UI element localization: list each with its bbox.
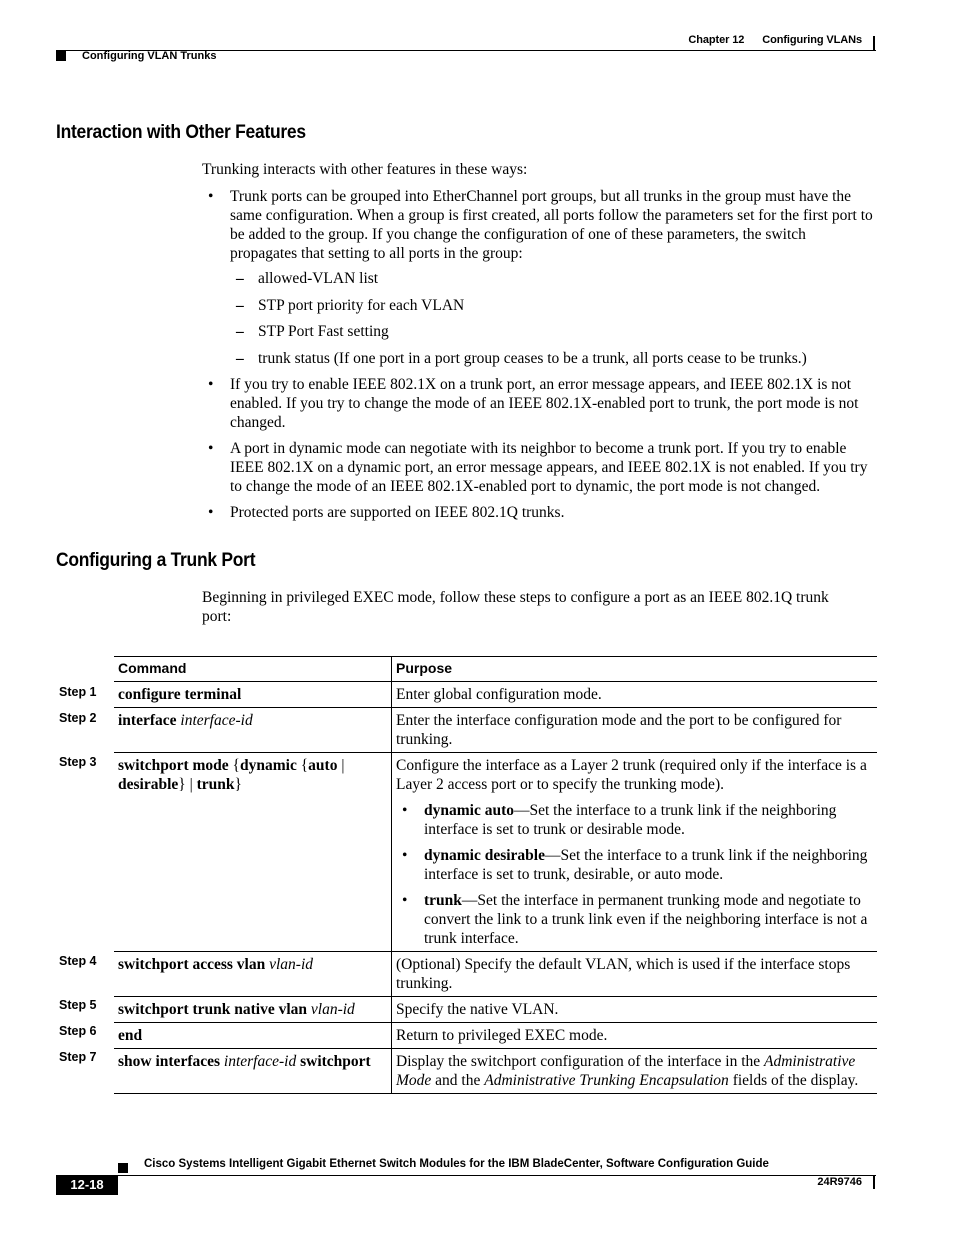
command-cell [114,708,392,753]
command-keyword: trunk [196,776,235,793]
sub-item-trunk-status [236,349,876,368]
step-label-7: Step 7 [59,1050,97,1064]
bullet-dot: • [208,504,214,521]
bullet-dynamic-mode [208,439,876,496]
section2-intro: Beginning in privileged EXEC mode, follow these steps to configure a port as an IEEE 802.1Q trunk port: [202,589,829,625]
command-argument: interface-id [180,712,253,729]
syntax-brace: | [337,757,345,774]
bullet-protected-ports [208,503,876,522]
sub-item-text: STP Port Fast setting [258,323,389,340]
dash-marker: – [236,297,244,314]
dash-marker: – [236,350,244,367]
sub-item-text: allowed-VLAN list [258,270,379,287]
purpose-text: and the [431,1072,485,1089]
command-keyword: desirable [118,776,179,793]
syntax-brace: } | [178,776,197,793]
section-heading-trunk-port: Configuring a Trunk Port [56,550,256,571]
column-header-command: Command [114,657,392,682]
command-keyword: interface [118,712,177,729]
doc-number: 24R9746 [817,1176,862,1188]
sub-item-text: STP port priority for each VLAN [258,297,465,314]
dash-marker: – [236,270,244,287]
purpose-cell: Specify the native VLAN. [396,1001,559,1018]
option-text: —Set the interface to a trunk link if the neighboring interface is set to trunk, desirable, or auto mode. [424,847,868,883]
option-term: dynamic auto [424,802,514,819]
table-row [114,997,877,1023]
bullet-dynamic-mode-text: A port in dynamic mode can negotiate with its neighbor to become a trunk port. If you try to enable IEEE 802.1X on a dynamic port, an error message appears, and IEEE 802.1X is not enabled. If you try to change the mode of an IEEE 802.1X-enabled port to dynamic, the port mode is not changed. [230,440,868,495]
step-label-5: Step 5 [59,998,97,1012]
footer-rule-bar [873,1176,875,1189]
command-keyword: end [118,1027,143,1044]
section1-intro: Trunking interacts with other features in these ways: [202,161,528,178]
option-dynamic-desirable [396,846,873,884]
bullet-dot: • [402,892,408,909]
command-keyword: switchport [300,1053,371,1070]
command-keyword: switchport access vlan [118,956,266,973]
table-row [114,952,877,997]
purpose-text: Configure the interface as a Layer 2 trunk (required only if the interface is a Layer 2 access port or to specify the trunking mode). [396,757,867,793]
syntax-brace: } [234,776,242,793]
bullet-8021x-trunk-text: If you try to enable IEEE 802.1X on a trunk port, an error message appears, and IEEE 802.1X is not enabled. If you try to change the mode of an IEEE 802.1X-enabled port to trunk, the port mode is not changed. [230,376,859,431]
step-label-6: Step 6 [59,1024,97,1038]
running-header-section: Configuring VLAN Trunks [82,50,217,62]
command-keyword: dynamic [239,757,297,774]
command-cell [114,997,392,1023]
command-cell [114,1023,392,1049]
field-name: Administrative Mode [396,1053,856,1089]
purpose-cell: (Optional) Specify the default VLAN, which is used if the interface stops trunking. [396,956,851,992]
chapter-number: Chapter 12 [688,34,745,46]
bullet-dot: • [402,847,408,864]
command-argument: vlan-id [310,1001,355,1018]
command-keyword: switchport mode [118,757,229,774]
option-term: trunk [424,892,462,909]
column-header-purpose: Purpose [396,660,453,676]
command-argument: vlan-id [269,956,314,973]
command-keyword: show interfaces [118,1053,221,1070]
command-keyword: switchport trunk native vlan [118,1001,308,1018]
option-text: —Set the interface to a trunk link if the neighboring interface is set to trunk or desirable mode. [424,802,837,838]
dash-marker: – [236,323,244,340]
syntax-brace: { [296,757,309,774]
purpose-cell [392,1049,878,1094]
purpose-cell [392,753,878,952]
sub-item-stp-priority [236,296,876,315]
purpose-text: fields of the display. [728,1072,859,1089]
table-header-row [114,657,877,682]
running-header-right [688,34,862,46]
chapter-title: Configuring VLANs [762,34,862,46]
command-cell [114,682,392,708]
step-label-1: Step 1 [59,685,97,699]
table-row [114,753,877,952]
purpose-cell: Enter the interface configuration mode and the port to be configured for trunking. [396,712,842,748]
command-cell [114,753,392,952]
command-cell [114,1049,392,1094]
page-number: 12-18 [56,1175,118,1195]
sub-item-vlan-list [236,269,876,288]
bullet-protected-ports-text: Protected ports are supported on IEEE 802.1Q trunks. [230,504,565,521]
command-keyword: configure terminal [118,686,242,703]
purpose-text: Display the switchport configuration of the interface in the [396,1053,765,1070]
sub-item-text: trunk status (If one port in a port group ceases to be a trunk, all ports cease to be trunks.) [258,350,807,367]
bullet-etherchannel-text: Trunk ports can be grouped into EtherChannel port groups, but all trunks in the group must have the same configuration. When a group is first created, all ports follow the parameters set for the first port to be added to the group. If you change the configuration of one of these parameters, the switch propagates that setting to all ports in the group: [230,188,873,262]
syntax-brace: { [228,757,240,774]
option-trunk [396,891,873,948]
option-text: —Set the interface in permanent trunking mode and negotiate to convert the link to a trunk link even if the neighboring interface is not a trunk interface. [424,892,868,947]
purpose-cell: Enter global configuration mode. [396,686,602,703]
command-argument: interface-id [223,1053,297,1070]
field-name: Administrative Trunking Encapsulation [484,1072,729,1089]
bullet-dot: • [208,440,214,457]
section-heading-interaction: Interaction with Other Features [56,122,306,143]
footer-rule [56,1175,876,1176]
bullet-8021x-trunk [208,375,876,432]
table-row [114,682,877,708]
option-term: dynamic desirable [424,847,545,864]
bullet-dot: • [208,188,214,205]
step-label-2: Step 2 [59,711,97,725]
table-row [114,1049,877,1094]
sub-item-port-fast [236,322,876,341]
step-label-4: Step 4 [59,954,97,968]
bullet-etherchannel [208,187,876,263]
footer-square-marker [118,1163,128,1173]
trunk-config-table [114,656,877,1094]
header-square-marker [56,51,66,61]
command-cell [114,952,392,997]
table-row [114,708,877,753]
header-rule-bar [873,36,875,50]
bullet-dot: • [208,376,214,393]
command-keyword: auto [308,757,338,774]
footer-book-title: Cisco Systems Intelligent Gigabit Ethernet Switch Modules for the IBM BladeCenter, Software Configuration Guide [144,1158,769,1170]
purpose-cell: Return to privileged EXEC mode. [396,1027,608,1044]
step-label-3: Step 3 [59,755,97,769]
table-row [114,1023,877,1049]
bullet-dot: • [402,802,408,819]
option-dynamic-auto [396,801,873,839]
